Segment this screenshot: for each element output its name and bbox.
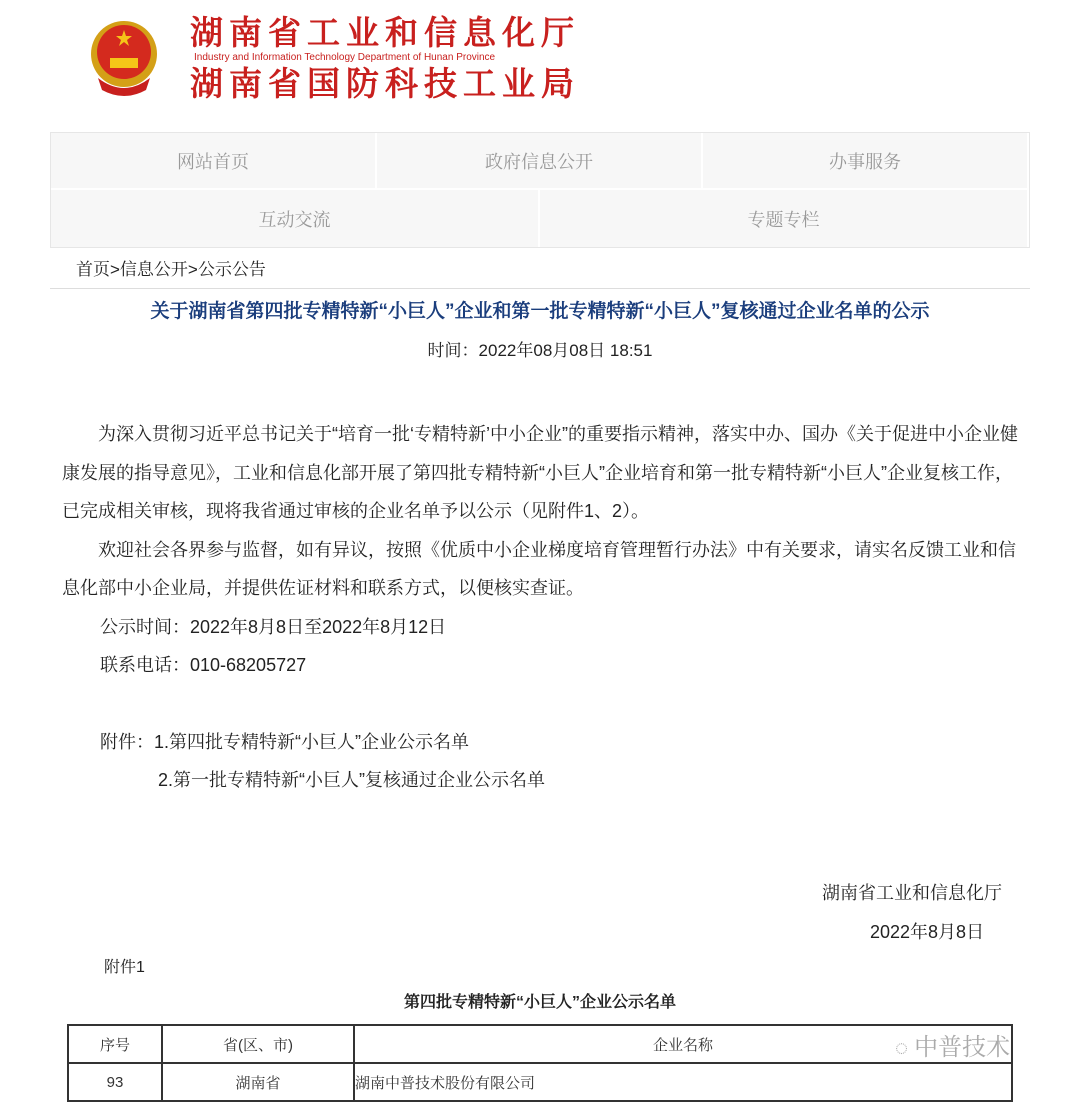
annex-table-title: 第四批专精特新“小巨人”企业公示名单 [403,994,676,1011]
main-nav [50,132,1030,248]
sign-date: 2022年8月8日 [870,922,985,942]
attachment-link-1[interactable]: 1.第四批专精特新“小巨人”企业公示名单 [154,731,469,752]
nav-interaction[interactable]: 互动交流 [51,190,540,247]
paragraph: 欢迎社会各界参与监督，如有异议，按照《优质中小企业梯度培育管理暂行办法》中有关要求，请实名反馈工业和信息化部中小企业局，并提供佐证材料和联系方式，以便核实查证。 [62,539,1016,598]
paragraph: 为深入贯彻习近平总书记关于“培育一批‘专精特新’中小企业”的重要指示精神，落实中办、国办《关于促进中小企业健康发展的指导意见》，工业和信息化部开展了第四批专精特新“小巨人”企业培育和第一批专精特新“小巨人”企业复核工作，已完成相关审核，现将我省通过审核的企业名单予以公示（见附件1、2）。 [62,424,1018,521]
logo-title-1: 湖南省工业和信息化厅 [190,14,580,51]
divider [50,288,1030,289]
nav-services[interactable]: 办事服务 [703,133,1029,188]
cell [354,1063,1012,1101]
period: 公示时间：2022年8月8日至2022年8月12日 [100,616,447,637]
watermark [895,1034,1010,1062]
header-text: 序号 [99,1036,130,1054]
nav-topics[interactable]: 专题专栏 [540,190,1029,247]
header-text: 省(区、市) [223,1036,293,1054]
watermark-text: 中普技术 [914,1034,1011,1061]
article-title: 关于湖南省第四批专精特新“小巨人”企业和第一批专精特新“小巨人”复核通过企业名单的公示 [150,301,930,322]
logo-title-2: 湖南省国防科技工业局 [190,65,580,102]
cell-text: 93 [106,1073,124,1091]
annex-table [67,1024,1013,1102]
attachments-label: 附件： [100,731,154,752]
table-header-row [68,1025,1012,1063]
phone: 联系电话：010-68205727 [100,655,307,675]
cell-text: 湖南省 [235,1074,281,1092]
breadcrumb[interactable]: 首页>信息公开>公示公告 [76,260,266,279]
header-cell [162,1025,354,1063]
attachments [62,723,1020,762]
signer: 湖南省工业和信息化厅 [822,883,1002,903]
cell [162,1063,354,1101]
article-time: 时间：2022年08月08日 18:51 [427,341,653,360]
annex-label: 附件1 [104,959,145,976]
attachment-link-2[interactable]: 2.第一批专精特新“小巨人”复核通过企业公示名单 [158,770,545,790]
nav-gov-info[interactable]: 政府信息公开 [377,133,703,188]
cell [68,1063,162,1101]
header-text: 企业名称 [652,1036,713,1054]
logo-subtitle-en: Industry and Information Technology Department of Hunan Province [194,52,496,63]
nav-home[interactable]: 网站首页 [51,133,377,188]
national-emblem-logo [88,18,160,98]
table-row [68,1063,1012,1101]
header-cell [68,1025,162,1063]
article-body [62,415,1020,800]
wechat-icon: ◌ [895,1035,909,1060]
cell-text: 湖南中普技术股份有限公司 [355,1074,536,1092]
